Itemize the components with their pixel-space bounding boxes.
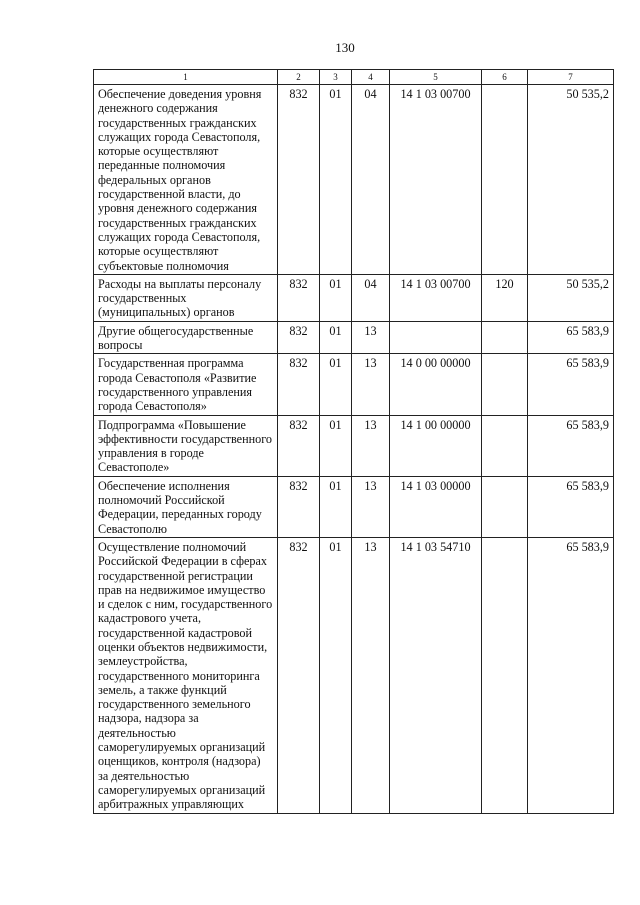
row-name: Государственная программа города Севастополя «Развитие государственного управления города Севастополя» (94, 354, 278, 415)
row-amount: 65 583,9 (528, 476, 614, 537)
row-gr: 832 (278, 321, 320, 354)
table-row (94, 354, 614, 415)
row-gr: 832 (278, 415, 320, 476)
row-csr: 14 0 00 00000 (390, 354, 482, 415)
row-vr (482, 415, 528, 476)
row-csr: 14 1 03 00000 (390, 476, 482, 537)
row-rz: 01 (320, 321, 352, 354)
row-rz: 01 (320, 354, 352, 415)
table-row (94, 537, 614, 813)
row-vr (482, 85, 528, 275)
table-row (94, 321, 614, 354)
table-row (94, 476, 614, 537)
row-csr: 14 1 03 00700 (390, 274, 482, 321)
header-col-5: 5 (390, 70, 482, 85)
budget-table (93, 69, 614, 814)
header-col-2: 2 (278, 70, 320, 85)
row-name: Другие общегосударственные вопросы (94, 321, 278, 354)
row-pr: 13 (352, 354, 390, 415)
row-pr: 13 (352, 537, 390, 813)
row-amount: 65 583,9 (528, 321, 614, 354)
row-gr: 832 (278, 274, 320, 321)
row-csr: 14 1 03 54710 (390, 537, 482, 813)
row-pr: 13 (352, 321, 390, 354)
table-row (94, 85, 614, 275)
row-pr: 04 (352, 274, 390, 321)
row-rz: 01 (320, 85, 352, 275)
row-name: Обеспечение исполнения полномочий Российской Федерации, переданных городу Севастополю (94, 476, 278, 537)
row-pr: 13 (352, 476, 390, 537)
row-rz: 01 (320, 415, 352, 476)
row-name: Расходы на выплаты персоналу государственных (муниципальных) органов (94, 274, 278, 321)
row-csr (390, 321, 482, 354)
row-rz: 01 (320, 537, 352, 813)
row-vr: 120 (482, 274, 528, 321)
row-amount: 65 583,9 (528, 354, 614, 415)
row-amount: 50 535,2 (528, 274, 614, 321)
row-name: Обеспечение доведения уровня денежного содержания государственных гражданских служащих города Севастополя, которые осуществляют переданные полномочия федеральных органов государственной власти, до уровня денежного содержания государственных гражданских служащих города Севастополя, которые осуществляют субъектовые полномочия (94, 85, 278, 275)
row-pr: 04 (352, 85, 390, 275)
row-gr: 832 (278, 85, 320, 275)
row-vr (482, 537, 528, 813)
row-amount: 65 583,9 (528, 537, 614, 813)
header-col-3: 3 (320, 70, 352, 85)
table-row (94, 415, 614, 476)
row-vr (482, 476, 528, 537)
row-pr: 13 (352, 415, 390, 476)
row-gr: 832 (278, 476, 320, 537)
row-amount: 50 535,2 (528, 85, 614, 275)
row-rz: 01 (320, 274, 352, 321)
row-name: Подпрограмма «Повышение эффективности государственного управления в городе Севастополе» (94, 415, 278, 476)
row-vr (482, 354, 528, 415)
row-rz: 01 (320, 476, 352, 537)
header-col-7: 7 (528, 70, 614, 85)
row-amount: 65 583,9 (528, 415, 614, 476)
row-gr: 832 (278, 537, 320, 813)
header-col-4: 4 (352, 70, 390, 85)
row-name: Осуществление полномочий Российской Федерации в сферах государственной регистрации прав на недвижимое имущество и сделок с ним, государственного кадастрового учета, государственной кадастровой оценки объектов недвижимости, землеустройства, государственного мониторинга земель, а также функций государственного земельного надзора, надзора за деятельностью саморегулируемых организаций оценщиков, контроля (надзора) за деятельностью саморегулируемых организаций арбитражных управляющих (94, 537, 278, 813)
row-csr: 14 1 03 00700 (390, 85, 482, 275)
row-csr: 14 1 00 00000 (390, 415, 482, 476)
table-header-row (94, 70, 614, 85)
header-col-6: 6 (482, 70, 528, 85)
row-gr: 832 (278, 354, 320, 415)
row-vr (482, 321, 528, 354)
table-row (94, 274, 614, 321)
page-number: 130 (335, 40, 355, 55)
header-col-1: 1 (94, 70, 278, 85)
